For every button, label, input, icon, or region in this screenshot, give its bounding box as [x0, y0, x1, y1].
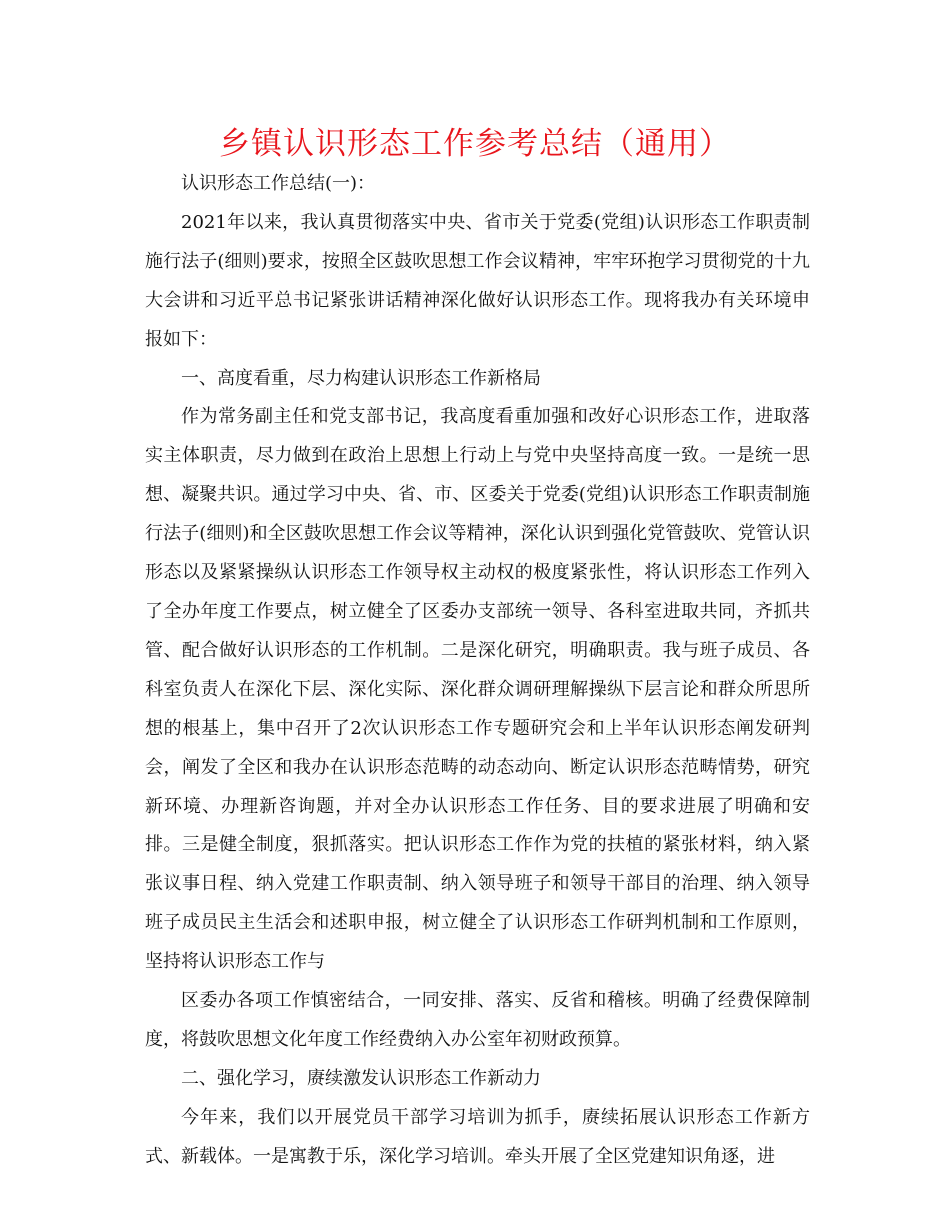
paragraph-section-2: 今年来，我们以开展党员干部学习培训为抓手，赓续拓展认识形态工作新方式、新载体。一是寓教于乐，深化学习培训。牵头开展了全区党建知识角逐，进 — [145, 1106, 810, 1167]
section-heading-1: 一、高度看重，尽力构建认识形态工作新格局 — [181, 367, 541, 389]
document-body — [145, 165, 810, 1177]
paragraph-section-1: 作为常务副主任和党支部书记，我高度看重加强和改好心识形态工作，进取落实主体职责，尽力做到在政治上思想上行动上与党中央坚持高度一致。一是统一思想、凝聚共识。通过学习中央、省、市、区委关于党委(党组)认识形态工作职责制施行法子(细则)和全区鼓吹思想工作会议等精神，深化认识到强化党管鼓吹、党管认识形态以及紧紧操纵认识形态工作领导权主动权的极度紧张性，将认识形态工作列入了全办年度工作要点，树立健全了区委办支部统一领导、各科室进取共同，齐抓共管、配合做好认识形态的工作机制。二是深化研究，明确职责。我与班子成员、各科室负责人在深化下层、深化实际、深化群众调研理解操纵下层言论和群众所思所想的根基上，集中召开了2次认识形态工作专题研究会和上半年认识形态阐发研判会，阐发了全区和我办在认识形态范畴的动态动向、断定认识形态范畴情势，研究新环境、办理新咨询题，并对全办认识形态工作任务、目的要求进展了明确和安排。三是健全制度，狠抓落实。把认识形态工作作为党的扶植的紧张材料，纳入紧张议事日程、纳入党建工作职责制、纳入领导班子和领导干部目的治理、纳入领导班子成员民主生活会和述职申报，树立健全了认识形态工作研判机制和工作原则，坚持将认识形态工作与 — [145, 406, 810, 973]
paragraph-section-1-cont: 区委办各项工作慎密结合，一同安排、落实、反省和稽核。明确了经费保障制度，将鼓吹思想文化年度工作经费纳入办公室年初财政预算。 — [145, 990, 810, 1050]
paragraph-intro: 2021年以来，我认真贯彻落实中央、省市关于党委(党组)认识形态工作职责制施行法子(细则)要求，按照全区鼓吹思想工作会议精神，牢牢环抱学习贯彻党的十九大会讲和习近平总书记紧张讲话精神深化做好认识形态工作。现将我办有关环境申报如下： — [145, 211, 810, 350]
section-heading-2: 二、强化学习，赓续激发认识形态工作新动力 — [181, 1067, 541, 1089]
paragraph-subtitle: 认识形态工作总结(一)： — [181, 173, 376, 194]
document-title: 乡镇认识形态工作参考总结（通用） — [219, 126, 731, 162]
